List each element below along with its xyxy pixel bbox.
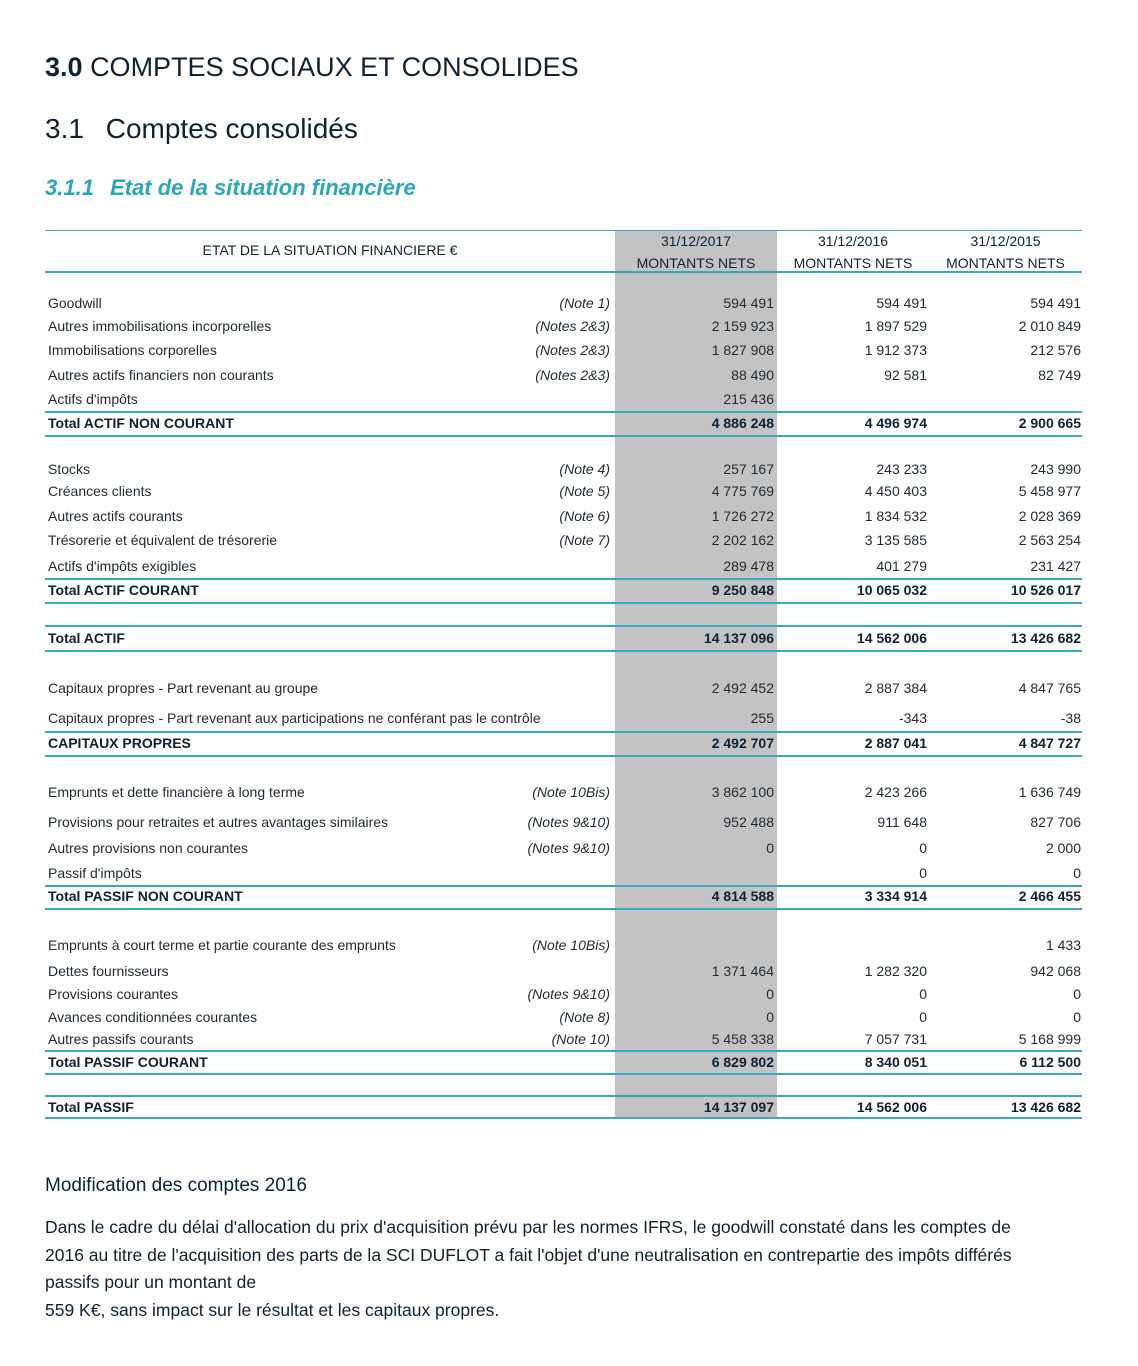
paragraph-line: 559 K€, sans impact sur le résultat et les capitaux propres. bbox=[45, 1299, 500, 1320]
value-2017: 289 478 bbox=[723, 558, 774, 574]
value-2015: 82 749 bbox=[1038, 367, 1081, 383]
section-title: COMPTES SOCIAUX ET CONSOLIDES bbox=[90, 52, 579, 82]
value-2016: 1 282 320 bbox=[864, 963, 927, 979]
row-label: Capitaux propres - Part revenant au groupe bbox=[48, 680, 319, 696]
table-row bbox=[0, 295, 1138, 317]
row-label: Total PASSIF NON COURANT bbox=[48, 888, 243, 904]
row-rule bbox=[45, 602, 1082, 604]
subsection-title: Comptes consolidés bbox=[105, 113, 358, 144]
table-row bbox=[0, 840, 1138, 862]
table-row-total bbox=[0, 735, 1138, 757]
value-2016: 2 423 266 bbox=[864, 784, 927, 800]
value-2016: 3 334 914 bbox=[864, 888, 927, 904]
col-header-sub-1: MONTANTS NETS bbox=[636, 255, 756, 271]
value-2017: 9 250 848 bbox=[711, 582, 774, 598]
row-label: Dettes fournisseurs bbox=[48, 963, 169, 979]
value-2016: 0 bbox=[919, 865, 927, 881]
value-2017: 952 488 bbox=[723, 814, 774, 830]
row-rule bbox=[45, 1073, 1082, 1075]
row-label: Actifs d'impôts bbox=[48, 391, 138, 407]
value-2015: 2 028 369 bbox=[1018, 508, 1081, 524]
row-rule bbox=[45, 1095, 1082, 1097]
row-note: (Note 7) bbox=[559, 532, 610, 548]
value-2017: 2 159 923 bbox=[711, 318, 774, 334]
row-rule bbox=[45, 435, 1082, 437]
row-note: (Note 1) bbox=[559, 295, 610, 311]
paragraph-line: passifs pour un montant de bbox=[45, 1272, 257, 1292]
value-2017: 14 137 096 bbox=[703, 630, 774, 646]
value-2015: 231 427 bbox=[1030, 558, 1081, 574]
value-2017: 1 371 464 bbox=[711, 963, 774, 979]
subsubsection-number: 3.1.1 bbox=[45, 175, 94, 200]
value-2016: 4 450 403 bbox=[864, 483, 927, 499]
section-heading bbox=[45, 52, 579, 83]
value-2015: 0 bbox=[1073, 986, 1081, 1002]
row-label: Goodwill bbox=[48, 295, 102, 311]
value-2017: 1 726 272 bbox=[711, 508, 774, 524]
table-row bbox=[0, 342, 1138, 364]
value-2016: -343 bbox=[898, 710, 927, 726]
value-2017: 14 137 097 bbox=[703, 1099, 774, 1115]
value-2015: 2 466 455 bbox=[1018, 888, 1081, 904]
value-2015: 13 426 682 bbox=[1010, 630, 1081, 646]
row-rule bbox=[45, 908, 1082, 910]
value-2017: 6 829 802 bbox=[711, 1054, 774, 1070]
value-2015: 1 636 749 bbox=[1018, 784, 1081, 800]
value-2017: 0 bbox=[766, 1009, 774, 1025]
value-2015: 212 576 bbox=[1030, 342, 1081, 358]
table-row bbox=[0, 318, 1138, 340]
value-2016: 1 897 529 bbox=[864, 318, 927, 334]
subsubsection-heading bbox=[45, 175, 416, 201]
table-row bbox=[0, 937, 1138, 959]
value-2016: 7 057 731 bbox=[864, 1031, 927, 1047]
row-note: (Notes 2&3) bbox=[535, 342, 610, 358]
row-note: (Notes 9&10) bbox=[527, 814, 610, 830]
value-2017: 257 167 bbox=[723, 461, 774, 477]
row-rule bbox=[45, 731, 1082, 733]
value-2017: 4 814 588 bbox=[711, 888, 774, 904]
row-note: (Note 10Bis) bbox=[532, 784, 610, 800]
value-2016: 92 581 bbox=[884, 367, 927, 383]
value-2016: 0 bbox=[919, 840, 927, 856]
paragraph-line: Dans le cadre du délai d'allocation du prix d'acquisition prévu par les normes IFRS, le goodwill constaté dans les comptes de bbox=[45, 1217, 1011, 1237]
col-header-sub-3: MONTANTS NETS bbox=[946, 255, 1065, 271]
table-row bbox=[0, 865, 1138, 887]
value-2016: 401 279 bbox=[876, 558, 927, 574]
value-2015: 2 563 254 bbox=[1018, 532, 1081, 548]
value-2017: 2 492 452 bbox=[711, 680, 774, 696]
table-row-total bbox=[0, 888, 1138, 910]
value-2015: 4 847 727 bbox=[1018, 735, 1081, 751]
value-2015: 942 068 bbox=[1030, 963, 1081, 979]
row-label: Autres actifs courants bbox=[48, 508, 183, 524]
row-note: (Note 4) bbox=[559, 461, 610, 477]
row-label: Total ACTIF COURANT bbox=[48, 582, 199, 598]
value-2016: 14 562 006 bbox=[856, 1099, 927, 1115]
subsection-number: 3.1 bbox=[45, 113, 84, 144]
subsubsection-title: Etat de la situation financière bbox=[110, 175, 416, 200]
value-2015: 1 433 bbox=[1045, 937, 1081, 953]
row-note: (Note 8) bbox=[559, 1009, 610, 1025]
table-row bbox=[0, 367, 1138, 389]
row-note: (Notes 9&10) bbox=[527, 840, 610, 856]
col-header-sub-2: MONTANTS NETS bbox=[793, 255, 913, 271]
table-row bbox=[0, 963, 1138, 985]
col-header-date-1: 31/12/2017 bbox=[660, 233, 732, 249]
row-label: Total PASSIF bbox=[48, 1099, 134, 1115]
table-bottom-rule bbox=[45, 1117, 1082, 1119]
value-2015: 0 bbox=[1073, 865, 1081, 881]
row-label: Stocks bbox=[48, 461, 91, 477]
row-label: Trésorerie et équivalent de trésorerie bbox=[48, 532, 278, 548]
value-2017: 255 bbox=[750, 710, 774, 726]
value-2015: 2 010 849 bbox=[1018, 318, 1081, 334]
row-label: Immobilisations corporelles bbox=[48, 342, 217, 358]
table-row bbox=[0, 461, 1138, 483]
value-2016: 8 340 051 bbox=[864, 1054, 927, 1070]
row-label: Autres provisions non courantes bbox=[48, 840, 248, 856]
table-row bbox=[0, 391, 1138, 413]
value-2016: 2 887 041 bbox=[864, 735, 927, 751]
row-note: (Notes 2&3) bbox=[535, 318, 610, 334]
table-row bbox=[0, 508, 1138, 530]
value-2015: -38 bbox=[1060, 710, 1081, 726]
table-title: ETAT DE LA SITUATION FINANCIERE € bbox=[202, 242, 458, 258]
value-2016: 911 648 bbox=[877, 814, 927, 830]
value-2016: 1 912 373 bbox=[864, 342, 927, 358]
value-2017: 5 458 338 bbox=[711, 1031, 774, 1047]
table-top-rule bbox=[45, 230, 1082, 231]
table-row-total bbox=[0, 415, 1138, 437]
row-rule bbox=[45, 1050, 1082, 1052]
table-row bbox=[0, 710, 1138, 732]
paragraph-line: 2016 au titre de l'acquisition des parts de la SCI DUFLOT a fait l'objet d'une neutralisation en contrepartie des impôts différés bbox=[45, 1244, 1012, 1265]
table-row bbox=[0, 483, 1138, 505]
row-note: (Note 10Bis) bbox=[532, 937, 610, 953]
value-2016: 1 834 532 bbox=[864, 508, 927, 524]
row-label: CAPITAUX PROPRES bbox=[48, 735, 191, 751]
row-label: Passif d'impôts bbox=[48, 865, 142, 881]
row-rule bbox=[45, 625, 1082, 627]
table-row bbox=[0, 814, 1138, 836]
value-2015: 6 112 500 bbox=[1019, 1054, 1081, 1070]
value-2017: 594 491 bbox=[723, 295, 774, 311]
value-2016: 3 135 585 bbox=[864, 532, 927, 548]
row-label: Total ACTIF bbox=[48, 630, 125, 646]
value-2016: 0 bbox=[919, 986, 927, 1002]
value-2016: 594 491 bbox=[876, 295, 927, 311]
row-note: (Notes 9&10) bbox=[527, 986, 610, 1002]
row-label: Provisions courantes bbox=[48, 986, 178, 1002]
row-note: (Note 10) bbox=[551, 1031, 610, 1047]
section-number: 3.0 bbox=[45, 52, 83, 82]
value-2015: 13 426 682 bbox=[1010, 1099, 1081, 1115]
table-row bbox=[0, 558, 1138, 580]
value-2017: 0 bbox=[766, 840, 774, 856]
value-2017: 2 492 707 bbox=[711, 735, 774, 751]
col-header-date-2: 31/12/2016 bbox=[817, 233, 889, 249]
row-note: (Note 5) bbox=[559, 483, 610, 499]
table-row bbox=[0, 1009, 1138, 1031]
row-label: Actifs d'impôts exigibles bbox=[48, 558, 197, 574]
row-label: Autres passifs courants bbox=[48, 1031, 194, 1047]
row-note: (Note 6) bbox=[559, 508, 610, 524]
table-row bbox=[0, 784, 1138, 806]
row-label: Provisions pour retraites et autres avantages similaires bbox=[48, 814, 389, 830]
value-2017: 1 827 908 bbox=[711, 342, 774, 358]
row-rule bbox=[45, 885, 1082, 887]
modification-title: Modification des comptes 2016 bbox=[45, 1175, 307, 1196]
table-row bbox=[0, 986, 1138, 1008]
value-2015: 594 491 bbox=[1030, 295, 1081, 311]
value-2017: 215 436 bbox=[723, 391, 774, 407]
value-2016: 4 496 974 bbox=[864, 415, 927, 431]
table-row-total bbox=[0, 630, 1138, 652]
row-rule bbox=[45, 578, 1082, 580]
row-label: Total ACTIF NON COURANT bbox=[48, 415, 234, 431]
value-2017: 0 bbox=[766, 986, 774, 1002]
row-label: Autres immobilisations incorporelles bbox=[48, 318, 272, 334]
value-2015: 5 458 977 bbox=[1018, 483, 1081, 499]
row-label: Emprunts et dette financière à long terme bbox=[48, 784, 305, 800]
table-row bbox=[0, 680, 1138, 702]
table-row bbox=[0, 532, 1138, 554]
row-label: Capitaux propres - Part revenant aux participations ne conférant pas le contrôle bbox=[48, 710, 541, 726]
value-2015: 2 000 bbox=[1045, 840, 1081, 856]
value-2017: 88 490 bbox=[731, 367, 774, 383]
value-2015: 0 bbox=[1073, 1009, 1081, 1025]
value-2017: 3 862 100 bbox=[711, 784, 774, 800]
row-label: Total PASSIF COURANT bbox=[48, 1054, 208, 1070]
value-2015: 4 847 765 bbox=[1018, 680, 1081, 696]
table-row-total bbox=[0, 582, 1138, 604]
value-2016: 2 887 384 bbox=[864, 680, 927, 696]
value-2017: 4 886 248 bbox=[711, 415, 774, 431]
value-2017: 4 775 769 bbox=[711, 483, 774, 499]
value-2017: 2 202 162 bbox=[711, 532, 774, 548]
modification-paragraph bbox=[45, 1214, 1105, 1324]
table-header-rule bbox=[45, 271, 1082, 273]
row-note: (Notes 2&3) bbox=[535, 367, 610, 383]
value-2015: 5 168 999 bbox=[1018, 1031, 1081, 1047]
value-2015: 10 526 017 bbox=[1010, 582, 1081, 598]
value-2015: 243 990 bbox=[1030, 461, 1081, 477]
row-rule bbox=[45, 755, 1082, 757]
col-header-date-3: 31/12/2015 bbox=[970, 233, 1041, 249]
row-label: Créances clients bbox=[48, 483, 152, 499]
value-2016: 14 562 006 bbox=[856, 630, 927, 646]
value-2016: 10 065 032 bbox=[856, 582, 927, 598]
value-2016: 0 bbox=[919, 1009, 927, 1025]
row-rule bbox=[45, 650, 1082, 652]
row-label: Avances conditionnées courantes bbox=[48, 1009, 258, 1025]
row-label: Autres actifs financiers non courants bbox=[48, 367, 274, 383]
value-2015: 827 706 bbox=[1030, 814, 1081, 830]
row-label: Emprunts à court terme et partie courante des emprunts bbox=[48, 937, 396, 953]
value-2016: 243 233 bbox=[876, 461, 927, 477]
value-2015: 2 900 665 bbox=[1018, 415, 1081, 431]
row-rule bbox=[45, 411, 1082, 413]
subsection-heading bbox=[45, 113, 358, 145]
